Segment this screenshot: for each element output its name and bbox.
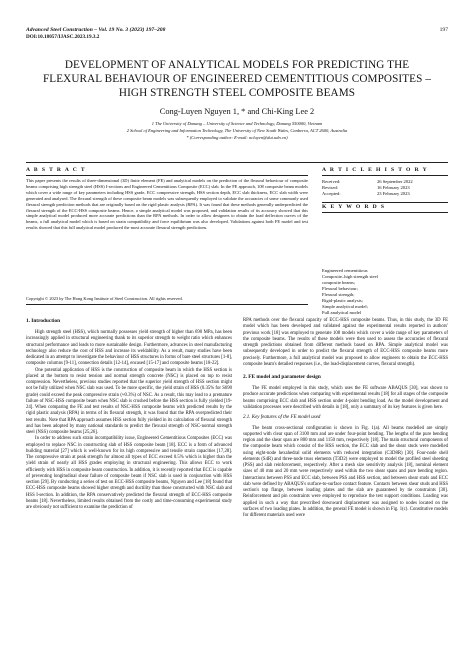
- abstract-text: This paper presents the results of three-dimensional (3D) finite element (FE) and analytical models on the prediction of the flexural behaviour of composite beams comprising high strength steel (HSS) I-sections and Engineered Cementitious Composite (ECC) slab. In the FE approach, 108 composite beam models which cover a wide range of key parameters including HSS grade, ECC compressive strength, HSS section depth, ECC slab thickness, ECC slab width were generated and analysed. The flexural strength of these composite beam models was subsequently employed to validate the accuracies of some commonly used flexural strength prediction methods that are originally based on the rigid plastic analysis (RPA). It was found that these methods generally underpredicted the flexural strength of the ECC-HSS composite beams. Hence, a simple analytical model was proposed, and validation results of its accuracy showed that this simple analytical model produced more accurate predictions than the RPA methods. In order to allow designers to obtain the load deflection curves of the beams, a full analytical model which is based on strain compatibility and force equilibrium was also developed. Validations against both FE model and test results showed that this full analytical model produced the most accurate flexural strength predictions.: [26, 178, 308, 231]
- abstract-rule: [26, 175, 308, 176]
- paragraph: RPA methods over the flexural capacity of ECC-HSS composite beams. Thus, in this study, the 3D FE model which has been developed and validated against the experimental results reported in authors' previous work [18] was employed to generate 108 models which cover a wide range of key parameters of the composite beams. The results of these models were then used to assess the accuracies of flexural strength predictions obtained from different methods based on RPA. Simple analytical model was subsequently developed in order to predict the flexural strength of ECC-HSS composite beams more precisely. Furthermore, a full analytical model was proposed to allow engineers to obtain the ECC-HSS composite beam's detailed responses (i.e., the load-displacement curves, flexural strength).: [243, 318, 448, 367]
- keyword: Flexural behaviour;: [322, 286, 359, 291]
- keyword: Flexural strength;: [322, 292, 355, 297]
- divider: [26, 304, 308, 305]
- doi: DOI:10.18057/IJASC.2023.19.3.2: [26, 34, 100, 40]
- authors: Cong-Luyen Nguyen 1, * and Chi-King Lee 2: [159, 107, 315, 116]
- keyword: Simple analytical model;: [322, 304, 368, 309]
- keyword: composite beams;: [322, 280, 356, 285]
- copyright-notice: Copyright © 2023 by The Hong Kong Institute of Steel Construction. All rights reserved.: [26, 296, 183, 301]
- subsection-heading: 2.1. Key features of the FE model used: [243, 415, 321, 420]
- keyword: Engineered cementitious: [322, 268, 368, 273]
- affiliation-2: 2 School of Engineering and Information Technology, The University of New South Wales, Canberra, ACT 2600, Australia: [126, 128, 348, 133]
- history-label: Received:: [322, 179, 341, 184]
- paragraph: High strength steel (HSS), which normally possesses yield strength of higher than 690 MPa, has been increasingly applied in structural engineering thank to its superior strength to weight ratio which enhances structural performance and leads to more sustainable design. Furthermore, advances in steel manufacturing technology also reduce the cost of HSS and increase its weldability. As a result, many studies have been dedicated in an attempt to investigate the behaviour of HSS structures in forms of bare steel structures [1-8], composite columns [9-11], connection details [12-14], encased [15-17] and composite beams [18-22].: [26, 330, 232, 367]
- section-heading: 1. Introduction: [26, 318, 61, 324]
- paragraph: One potential application of HSS is the construction of composite beam in which the HSS section is placed at the bottom to resist tension and normal strength concrete (NSC) is placed on top to resist compression. Nevertheless, previous studies reported that the superior yield strength of HSS section might not be fully utilized when NSC slab was used. To be more specific, the yield strain of HSS (0.35% for S690 grade) could exceed the peak compressive strain (≈0.3%) of NSC. As a result, this may lead to a premature failure of NSC-HSS composite beam when NSC slab is crushed before the HSS section is fully yielded [19-24]. When comparing the FE and test results of NSC-HSS composite beams with predicted results by the rigid plastic analysis (RPA) in terms of its flexural strength, it was found that the RPA overpredicted their test results. Note that RPA approach assumes HSS section fully yielded in its calculation of flexural strength and has been adopted by many national standards to predict the flexural strength of NSC-normal strength steel (NSS) composite beams [25,26].: [26, 367, 232, 435]
- divider: [26, 162, 448, 163]
- keyword: Rigid-plastic analysis;: [322, 298, 363, 303]
- history-date: 26 September 2022: [377, 179, 413, 184]
- history-date: 16 February 2023: [377, 185, 410, 190]
- paragraph: The beam cross-sectional configuration is shown in Fig. 1(a). All beams modelled are simply supported with clear span of 3100 mm and are under four-point bending. The lengths of the pure bending region and the shear span are 800 mm and 1150 mm, respectively [18]. The main structural components of the composite beam which consist of the HSS section, the ECC slab and the shear studs were modelled using eight-node hexahedral solid elements with reduced integration (C3D8R) [30]. Four-node shell elements (S4R) and three-node truss elements (T3D2) were employed to model the profiled steel sheeting (PSS) and slab reinforcement, respectively. After a mesh size sensitivity analysis [18], nominal element sizes of 40 mm and 20 mm were respectively used within the two shear spans and pure bending region. Interactions between PSS and ECC slab, between PSS and HSS section, and between shear studs and ECC slab were defined by ABAQUS's surface-to-surface contact feature. Contacts between shear studs and HSS section's top flange, between loading plates and the slab are guaranteed by tie constraints [30]. Reinforcement and pin constraints were employed to reproduce the test support conditions. Loading was applied in such a way that prescribed downward displacement was assigned to nodes located on the surfaces of two loading plates. In addition, the general FE model is shown in Fig. 1(c). Constitutive models for different materials used were: [243, 425, 448, 518]
- abstract-heading: A B S T R A C T: [26, 167, 87, 173]
- keywords-heading: K E Y W O R D S: [322, 204, 386, 210]
- paragraph: In order to address such strain incompatibility issue, Engineered Cementitious Composites (ECC) was employed to replace NSC in constructing slab of HSS composite beam [18]. ECC is a form of advanced building material [27] which is well-known for its high compressive and tensile strain capacities [17,28]. The compressive strain at peak strength for almost all types of ECC exceed 0.5% which is higher than the yield strain of nearly all HSS grades employing in structural engineering. This allows ECC to work efficiently with HSS in composite beam construction. In addition, it is recently reported that ECC is capable of preventing longitudinal shear failure of composite beam if NSC slab is used in conjunction with HSS section [29]. By conducting a series of test on ECC-HSS composite beams, Nguyen and Lee [18] found that ECC-HSS composite beams showed higher strength and ductility than those constructed with NSC slab and HSS I-section. In addition, the RPA conservatively predicted the flexural strength of ECC-HSS composite beams [18]. Nevertheless, limited results obtained from the costly and time-consuming experimental study are obviously not sufficient to examine the prediction of: [26, 436, 232, 510]
- affiliation-1: 1 The University of Danang – University of Science and Technology, Danang 550000, Vietnam: [151, 121, 323, 126]
- page-number: 197: [439, 27, 448, 33]
- history-label: Revised:: [322, 185, 339, 190]
- history-label: Accepted:: [322, 191, 341, 196]
- history-rule: [322, 175, 448, 176]
- history-date: 23 February 2023: [377, 191, 410, 196]
- paragraph: The FE model employed in this study, which uses the FE software ABAQUS [30], was shown to produce accurate predictions when comparing with experimental results [18] for all stages of the composite beams comprising ECC slab and HSS section under 4-point bending load. As the model development and validation processes were described with details in [18], only a summary of its key features is given here.: [243, 386, 448, 410]
- corresponding-author: * (Corresponding author: E-mail: ncluyen@dut.udn.vn): [186, 135, 288, 140]
- journal-header: Advanced Steel Construction – Vol. 19 No. 3 (2023) 197–208: [26, 27, 166, 33]
- keywords-rule: [322, 212, 448, 213]
- body-right-column: [243, 318, 448, 519]
- keyword: Full analytical model: [322, 310, 362, 315]
- section-heading: 2. FE model and parameter design: [243, 374, 321, 380]
- keyword: Composite–high strength steel: [322, 274, 378, 279]
- body-left-column: [26, 318, 232, 511]
- keywords-rule-top: [322, 202, 448, 203]
- article-history-heading: A R T I C L E H I S T O R Y: [322, 167, 429, 173]
- paper-title: DEVELOPMENT OF ANALYTICAL MODELS FOR PREDICTING THE FLEXURAL BEHAVIOUR OF ENGINEERED CEMENTITIOUS COMPOSITES – HIGH STRENGTH STEEL COMPOSITE BEAMS: [42, 59, 432, 99]
